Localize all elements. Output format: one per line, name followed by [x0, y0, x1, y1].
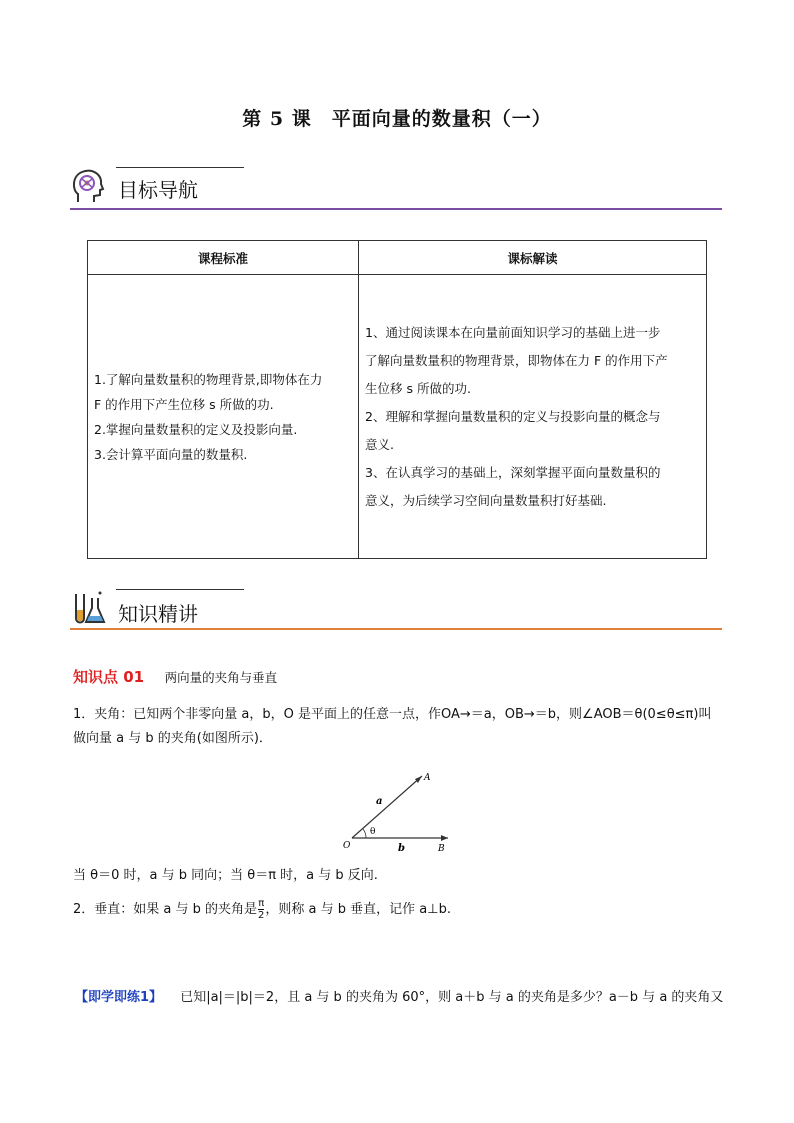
knowledge-point-heading: [73, 666, 277, 687]
text-line: 做向量 a 与 b 的夹角(如图所示)．: [73, 731, 272, 746]
text-line: 2.掌握向量数量积的定义及投影向量.: [94, 421, 298, 437]
knowledge-point-number: 知识点 01: [73, 668, 145, 686]
direction-note: 当 θ＝0 时，a 与 b 同向；当 θ＝π 时，a 与 b 反向.: [73, 868, 378, 883]
text-line: 1.了解向量数量积的物理背景,即物体在力: [94, 371, 323, 387]
exercise-tag: 【即学即练1】: [75, 990, 163, 1005]
page-title: 第 5 课 平面向量的数量积（一）: [242, 108, 552, 130]
section-header-goals: [70, 166, 722, 210]
exercise-text: 已知|a|＝|b|＝2，且 a 与 b 的夹角为 60°，则 a＋b 与 a 的夹角是多少？a－b 与 a 的夹角又: [180, 990, 724, 1005]
text-line: 2、理解和掌握向量数量积的定义与投影向量的概念与: [365, 408, 661, 424]
table-cell-interpretation: [359, 275, 707, 559]
text-span: 2．垂直：如果 a 与 b 的夹角是: [73, 902, 258, 917]
section-top-rule: [116, 589, 244, 590]
angle-figure: [340, 766, 460, 858]
section-header-knowledge: [70, 588, 722, 632]
label-B: B: [438, 844, 445, 854]
exercise: [75, 986, 735, 1005]
definition-perpendicular: [73, 898, 723, 922]
label-theta: θ: [370, 827, 376, 837]
fraction: [258, 898, 264, 921]
label-a: a: [376, 796, 383, 807]
text-span: ，则称 a 与 b 垂直，记作 a⊥b.: [265, 902, 451, 917]
text-line: 1．夹角：已知两个非零向量 a，b，O 是平面上的任意一点，作OA→＝a，OB→＝b，则∠AOB＝θ(0≤θ≤π)叫: [73, 707, 712, 722]
knowledge-point-title: 两向量的夹角与垂直: [164, 670, 278, 685]
label-O: O: [343, 841, 351, 851]
text-line: 意义.: [365, 436, 394, 452]
definition-angle: [73, 703, 723, 751]
standards-table: [87, 240, 707, 559]
label-b: b: [398, 843, 405, 854]
section-divider: [70, 208, 722, 210]
text-line: 了解向量数量积的物理背景，即物体在力 F 的作用下产: [365, 352, 668, 368]
text-line: 3.会计算平面向量的数量积.: [94, 446, 248, 462]
label-A: A: [424, 773, 431, 783]
section-label: 目标导航: [118, 178, 198, 202]
table-cell-standard: [88, 275, 359, 559]
section-label: 知识精讲: [118, 602, 198, 626]
table-header-standard: 课程标准: [88, 241, 359, 275]
table-header-interpretation: 课标解读: [359, 241, 707, 275]
fraction-denominator: 2: [258, 910, 265, 921]
text-line: 生位移 s 所做的功.: [365, 380, 471, 396]
fraction-numerator: π: [258, 898, 265, 909]
text-line: 意义，为后续学习空间向量数量积打好基础.: [365, 492, 607, 508]
text-line: 1、通过阅读课本在向量前面知识学习的基础上进一步: [365, 324, 661, 340]
text-line: 3、在认真学习的基础上，深刻掌握平面向量数量积的: [365, 464, 661, 480]
text-line: F 的作用下产生位移 s 所做的功.: [94, 396, 274, 412]
section-top-rule: [116, 167, 244, 168]
head-brain-icon: [70, 166, 106, 206]
flask-icon: [70, 588, 106, 628]
section-divider: [70, 628, 722, 630]
